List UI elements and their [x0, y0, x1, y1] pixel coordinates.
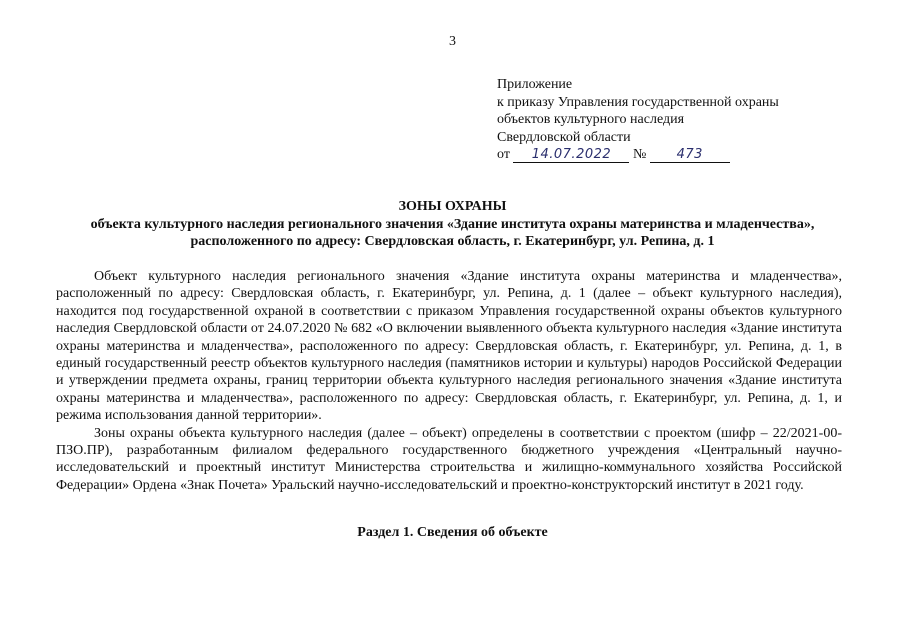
handwritten-order-number: 473 [650, 148, 730, 163]
section-heading: Раздел 1. Сведения об объекте [357, 525, 548, 540]
appendix-line: Приложение [497, 77, 573, 92]
handwritten-date: 14.07.2022 [513, 148, 629, 163]
paragraph: Зоны охраны объекта культурного наследия (далее – объект) определены в соответствии с проектом (шифр – 22/2021-00-ПЗО.ПР), разработанным филиалом федерального государственного бюджетного учреждения «Центральный научно-исследовательский и проектный институт Министерства строительства и жилищно-коммунального хозяйства Российской Федерации» Ордена «Знак Почета» Уральский научно-исследовательский и проектно-конструкторский институт в 2021 году. [56, 425, 842, 493]
number-label: № [632, 147, 647, 162]
document-title [40, 198, 865, 251]
paragraph: Объект культурного наследия регионального значения «Здание института охраны материнства и младенчества», расположенный по адресу: Свердловская область, г. Екатеринбург, ул. Репина, д. 1 (далее – объект культурного наследия), находится под государственной охраной в соответствии с приказом Управления государственной охраны объектов культурного наследия Свердловской области от 24.07.2020 № 682 «О включении выявленного объекта культурного наследия «Здание института охраны материнства и младенчества», расположенного по адресу: Свердловская область, г. Екатеринбург, ул. Репина, д. 1, в единый государственный реестр объектов культурного наследия (памятников истории и культуры) народов Российской Федерации и утверждении предмета охраны, границ территории объекта культурного наследия регионального значения «Здание института охраны материнства и младенчества», расположенного по адресу: Свердловская область, г. Екатеринбург, ул. Репина, д. 1, и режима использования данной территории». [56, 269, 842, 424]
appendix-line: Свердловской области [497, 129, 631, 145]
body-text [56, 268, 842, 494]
title-heading: ЗОНЫ ОХРАНЫ [398, 199, 507, 214]
title-line: объекта культурного наследия регионального значения «Здание института охраны материнства и младенчества», [90, 216, 815, 232]
appendix-block [497, 76, 779, 164]
order-date-line [497, 146, 779, 164]
appendix-line: объектов культурного наследия [497, 112, 685, 127]
page-number: 3 [449, 34, 456, 49]
title-line: расположенного по адресу: Свердловская область, г. Екатеринбург, ул. Репина, д. 1 [190, 234, 715, 249]
appendix-line: к приказу Управления государственной охраны [497, 94, 779, 110]
from-label: от [497, 147, 510, 162]
